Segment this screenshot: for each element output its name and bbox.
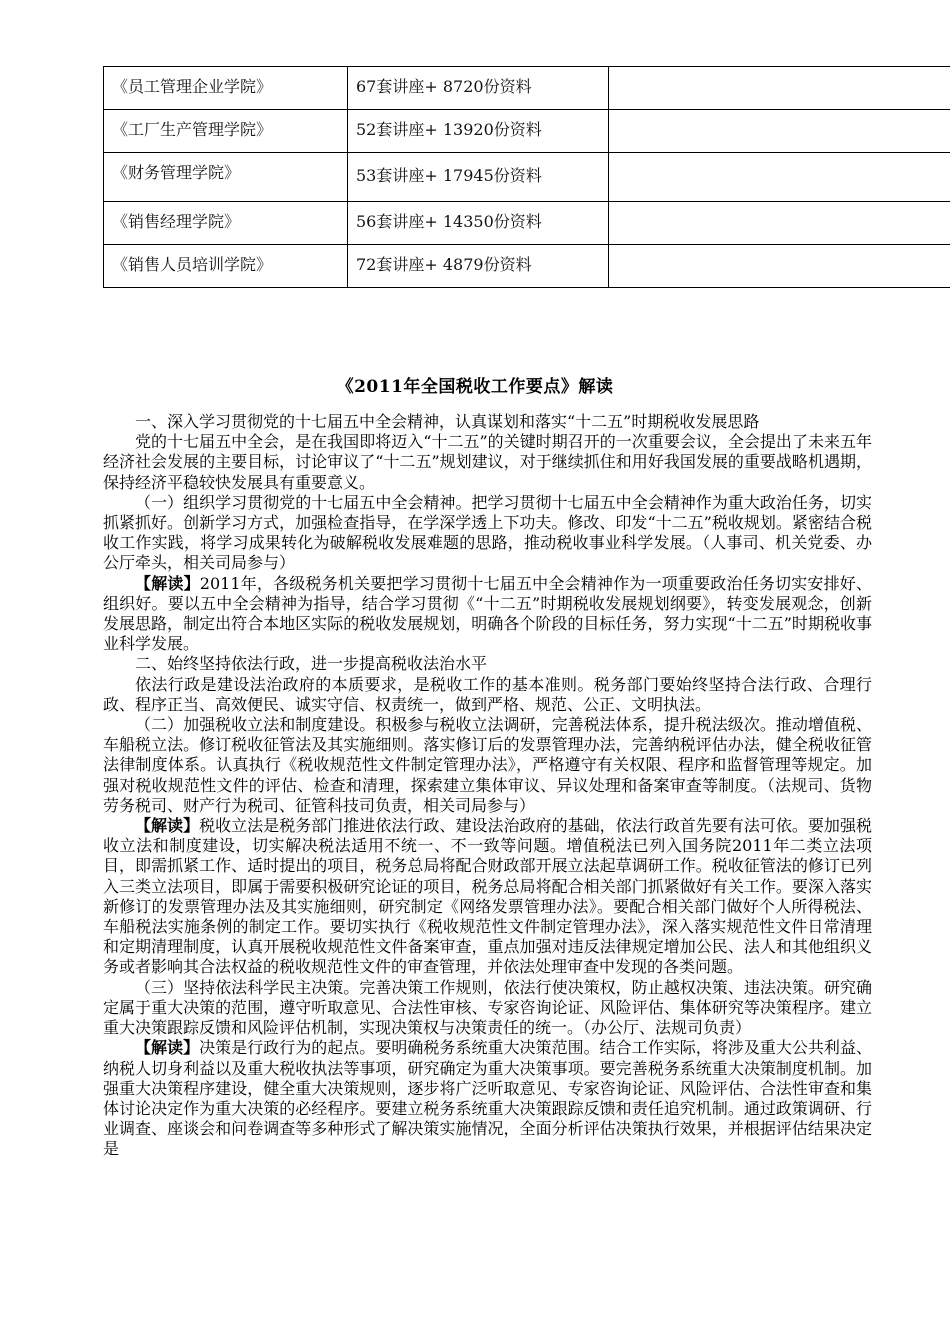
table-cell-name: 《财务管理学院》: [104, 153, 348, 202]
document-body: [103, 412, 872, 1160]
jiedu-paragraph: [103, 1038, 872, 1159]
paragraph: （二）加强税收立法和制度建设。积极参与税收立法调研，完善税法体系，提升税法级次。推动增值税、车船税立法。修订税收征管法及其实施细则。落实修订后的发票管理办法，完善纳税评估办法，健全税收征管法律制度体系。认真执行《税收规范性文件制定管理办法》，严格遵守有关权限、程序和监督管理等规定。加强对税收规范性文件的评估、检查和清理，探索建立集体审议、异议处理和备案审查等制度。（法规司、货物劳务税司、财产行为税司、征管科技司负责，相关司局参与）: [103, 715, 872, 815]
jiedu-paragraph: [103, 574, 872, 655]
table-cell-desc: 53套讲座+ 17945份资料: [348, 153, 609, 202]
table-row: [104, 67, 950, 110]
table-cell-note: [609, 202, 950, 245]
jiedu-text: 税收立法是税务部门推进依法行政、建设法治政府的基础，依法行政首先要有法可依。要加强税收立法和制度建设，切实解决税法适用不统一、不一致等问题。增值税法已列入国务院2011年二类立法项目，即需抓紧工作、适时提出的项目，税务总局将配合财政部开展立法起草调研工作。税收征管法的修订已列入三类立法项目，即属于需要积极研究论证的项目，税务总局将配合相关部门抓紧做好有关工作。要深入落实新修订的发票管理办法及其实施细则，研究制定《网络发票管理办法》。要配合相关部门做好个人所得税法、车船税法实施条例的制定工作。要切实执行《税收规范性文件制定管理办法》，深入落实规范性文件日常清理和定期清理制度，认真开展税收规范性文件备案审查，重点加强对违反法律规定增加公民、法人和其他组织义务或者影响其合法权益的税收规范性文件的审查管理，并依法处理审查中发现的各类问题。: [103, 816, 872, 977]
table-cell-desc: 72套讲座+ 4879份资料: [348, 245, 609, 288]
table-cell-desc: 56套讲座+ 14350份资料: [348, 202, 609, 245]
paragraph: 党的十七届五中全会，是在我国即将迈入“十二五”的关键时期召开的一次重要会议，全会提出了未来五年经济社会发展的主要目标，讨论审议了“十二五”规划建议，对于继续抓住和用好我国发展的重要战略机遇期，保持经济平稳较快发展具有重要意义。: [103, 432, 872, 492]
table-cell-note: [609, 67, 950, 110]
document-title: 《2011年全国税收工作要点》解读: [336, 377, 614, 397]
table-row: [104, 245, 950, 288]
paragraph: （三）坚持依法科学民主决策。完善决策工作规则，依法行使决策权，防止越权决策、违法决策。研究确定属于重大决策的范围，遵守听取意见、合法性审核、专家咨询论证、风险评估、集体研究等决策程序。建立重大决策跟踪反馈和风险评估机制，实现决策权与决策责任的统一。（办公厅、法规司负责）: [103, 977, 872, 1038]
table-row: [104, 110, 950, 153]
table-cell-note: [609, 110, 950, 153]
section-heading: 一、深入学习贯彻党的十七届五中全会精神，认真谋划和落实“十二五”时期税收发展思路: [135, 412, 760, 431]
jiedu-text: 决策是行政行为的起点。要明确税务系统重大决策范围。结合工作实际，将涉及重大公共利益、纳税人切身利益以及重大税收执法等事项，研究确定为重大决策事项。要完善税务系统重大决策制度机制。加强重大决策程序建设，健全重大决策规则，逐步将广泛听取意见、专家咨询论证、风险评估、合法性审查和集体讨论决定作为重大决策的必经程序。要建立税务系统重大决策跟踪反馈和责任追究机制。通过政策调研、行业调查、座谈会和问卷调查等多种形式了解决策实施情况，全面分析评估决策执行效果，并根据评估结果决定是: [103, 1038, 872, 1159]
jiedu-paragraph: [103, 816, 872, 978]
table-cell-name: 《销售经理学院》: [104, 202, 348, 245]
table-cell-note: [609, 153, 950, 202]
table-cell-desc: 52套讲座+ 13920份资料: [348, 110, 609, 153]
table-cell-name: 《工厂生产管理学院》: [104, 110, 348, 153]
table-cell-name: 《员工管理企业学院》: [104, 67, 348, 110]
table-cell-desc: 67套讲座+ 8720份资料: [348, 67, 609, 110]
jiedu-text: 2011年，各级税务机关要把学习贯彻十七届五中全会精神作为一项重要政治任务切实安排好、组织好。要以五中全会精神为指导，结合学习贯彻《“十二五”时期税收发展规划纲要》，转变发展观念，创新发展思路，制定出符合本地区实际的税收发展规划，明确各个阶段的目标任务，努力实现“十二五”时期税收事业科学发展。: [103, 573, 872, 654]
jiedu-label: 【解读】: [135, 573, 200, 593]
table-cell-note: [609, 245, 950, 288]
course-table: [103, 66, 950, 288]
section-heading: 二、始终坚持依法行政，进一步提高税收法治水平: [135, 654, 488, 674]
paragraph: （一）组织学习贯彻党的十七届五中全会精神。把学习贯彻十七届五中全会精神作为重大政治任务，切实抓紧抓好。创新学习方式，加强检查指导，在学深学透上下功夫。修改、印发“十二五”税收规划。紧密结合税收工作实践，将学习成果转化为破解税收发展难题的思路，推动税收事业科学发展。（人事司、机关党委、办公厅牵头，相关司局参与）: [103, 492, 872, 573]
jiedu-label: 【解读】: [135, 1038, 200, 1058]
table-cell-name: 《销售人员培训学院》: [104, 245, 348, 288]
table-row: [104, 153, 950, 202]
jiedu-label: 【解读】: [135, 816, 200, 836]
paragraph: 依法行政是建设法治政府的本质要求，是税收工作的基本准则。税务部门要始终坚持合法行政、合理行政、程序正当、高效便民、诚实守信、权责统一，做到严格、规范、公正、文明执法。: [103, 674, 872, 714]
course-table-container: [103, 66, 908, 288]
table-row: [104, 202, 950, 245]
